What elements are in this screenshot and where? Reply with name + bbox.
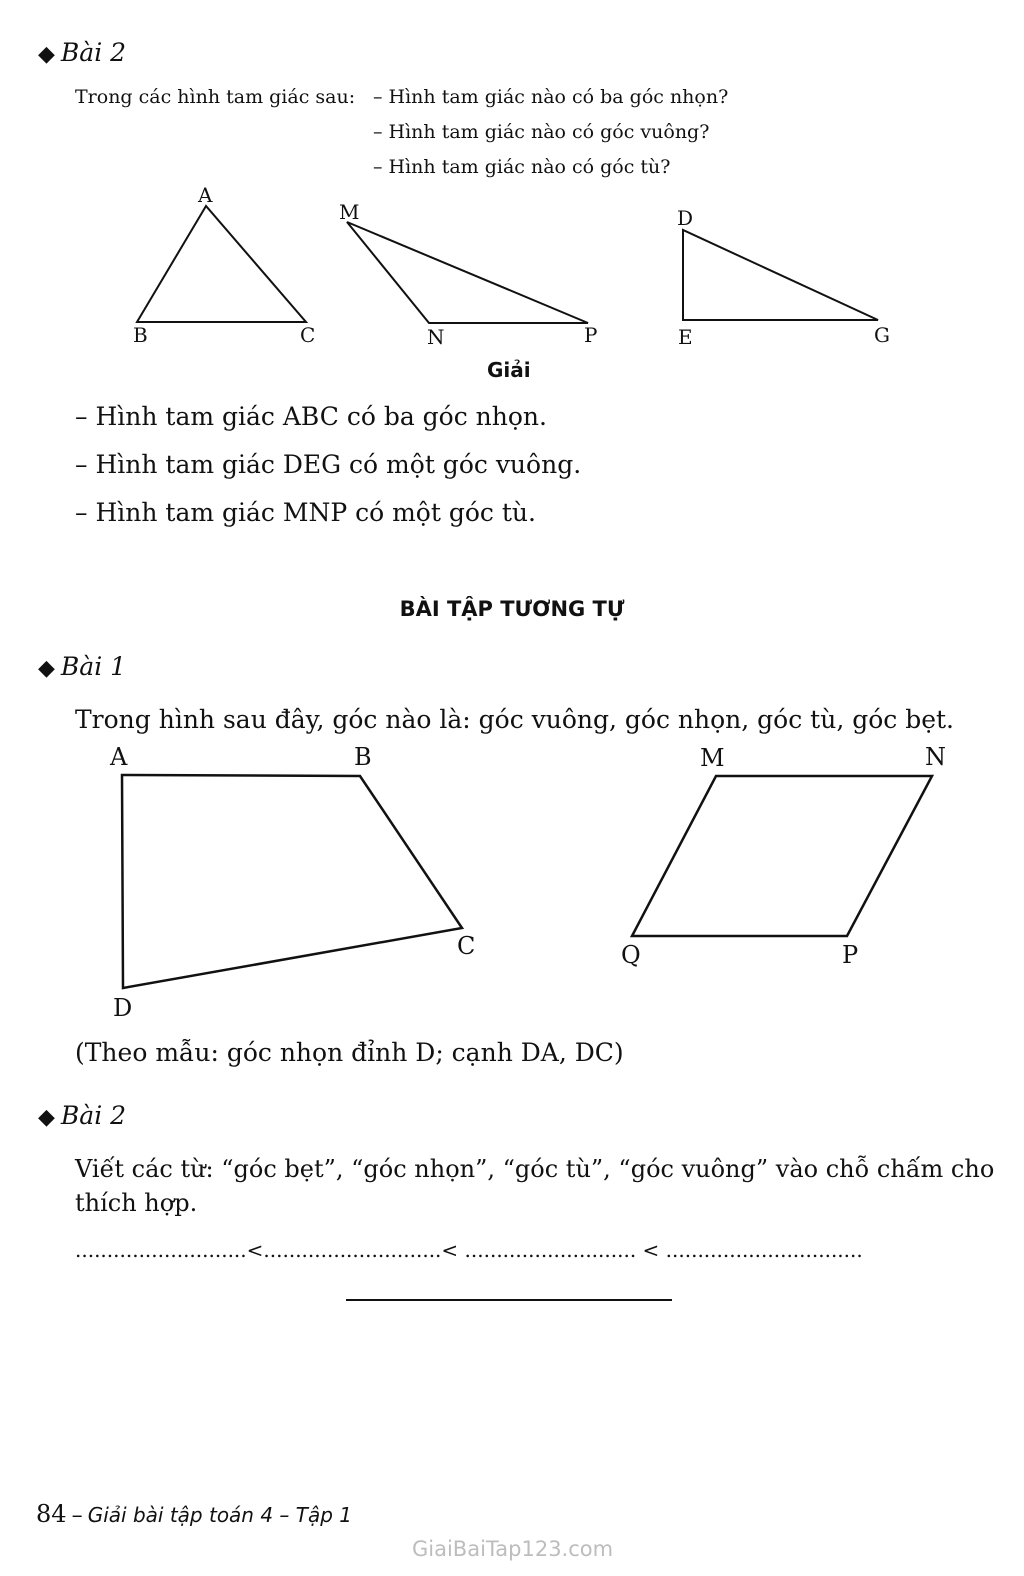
vertex-label-d: D	[113, 994, 133, 1022]
exercise-1-example: (Theo mẫu: góc nhọn đỉnh D; cạnh DA, DC)	[75, 1038, 624, 1067]
vertex-label-n: N	[925, 743, 946, 771]
vertex-label-c: C	[300, 323, 316, 347]
vertex-label-b: B	[354, 743, 372, 771]
section-title: BÀI TẬP TƯƠNG TỰ	[399, 597, 625, 621]
exercise-heading-bai-2: ◆ Bài 2	[38, 38, 127, 67]
exercise-heading-bai-1: ◆ Bài 1	[38, 652, 127, 681]
diamond-bullet-icon: ◆	[38, 42, 55, 67]
vertex-label-n: N	[427, 325, 445, 349]
question-line-3: – Hình tam giác nào có góc tù?	[373, 156, 671, 178]
page-footer	[36, 1500, 352, 1528]
book-title: Giải bài tập toán 4 – Tập 1	[87, 1503, 353, 1527]
parallelogram-mnpq	[632, 776, 932, 936]
vertex-label-e: E	[678, 325, 693, 349]
question-intro: Trong các hình tam giác sau:	[75, 86, 356, 108]
diamond-bullet-icon: ◆	[38, 1105, 55, 1130]
quadrilateral-abcd	[122, 775, 462, 988]
vertex-label-p: P	[584, 323, 598, 347]
vertex-label-c: C	[457, 932, 476, 960]
question-line-2: – Hình tam giác nào có góc vuông?	[373, 121, 710, 143]
vertex-label-g: G	[874, 323, 890, 347]
vertex-label-m: M	[700, 744, 725, 772]
vertex-label-m: M	[339, 200, 360, 224]
diamond-bullet-icon: ◆	[38, 656, 55, 681]
answer-line-2: – Hình tam giác DEG có một góc vuông.	[75, 450, 582, 479]
exercise-1-prompt: Trong hình sau đây, góc nào là: góc vuông, góc nhọn, góc tù, góc bẹt.	[75, 705, 955, 734]
footer-dash: –	[71, 1503, 83, 1528]
vertex-label-a: A	[198, 183, 213, 207]
vertex-label-a: A	[110, 743, 128, 771]
vertex-label-d: D	[677, 206, 694, 230]
exercise-2-prompt-line-2: thích hợp.	[75, 1189, 198, 1217]
answer-line-3: – Hình tam giác MNP có một góc tù.	[75, 498, 536, 527]
vertex-label-b: B	[133, 323, 148, 347]
watermark: GiaiBaiTap123.com	[412, 1537, 614, 1561]
question-line-1: – Hình tam giác nào có ba góc nhọn?	[373, 86, 729, 108]
section-divider	[346, 1299, 672, 1301]
exercise-heading-bai-2b: ◆ Bài 2	[38, 1101, 127, 1130]
exercise-2-prompt-line-1: Viết các từ: “góc bẹt”, “góc nhọn”, “góc tù”, “góc vuông” vào chỗ chấm cho	[75, 1155, 995, 1183]
vertex-label-q: Q	[621, 941, 641, 969]
answer-line-1: – Hình tam giác ABC có ba góc nhọn.	[75, 402, 547, 431]
page-number: 84	[36, 1500, 67, 1528]
solution-title: Giải	[487, 358, 531, 382]
fill-in-line[interactable]: ...........................<............................< ........................... < ...............................	[75, 1238, 863, 1262]
vertex-label-p: P	[842, 941, 859, 969]
